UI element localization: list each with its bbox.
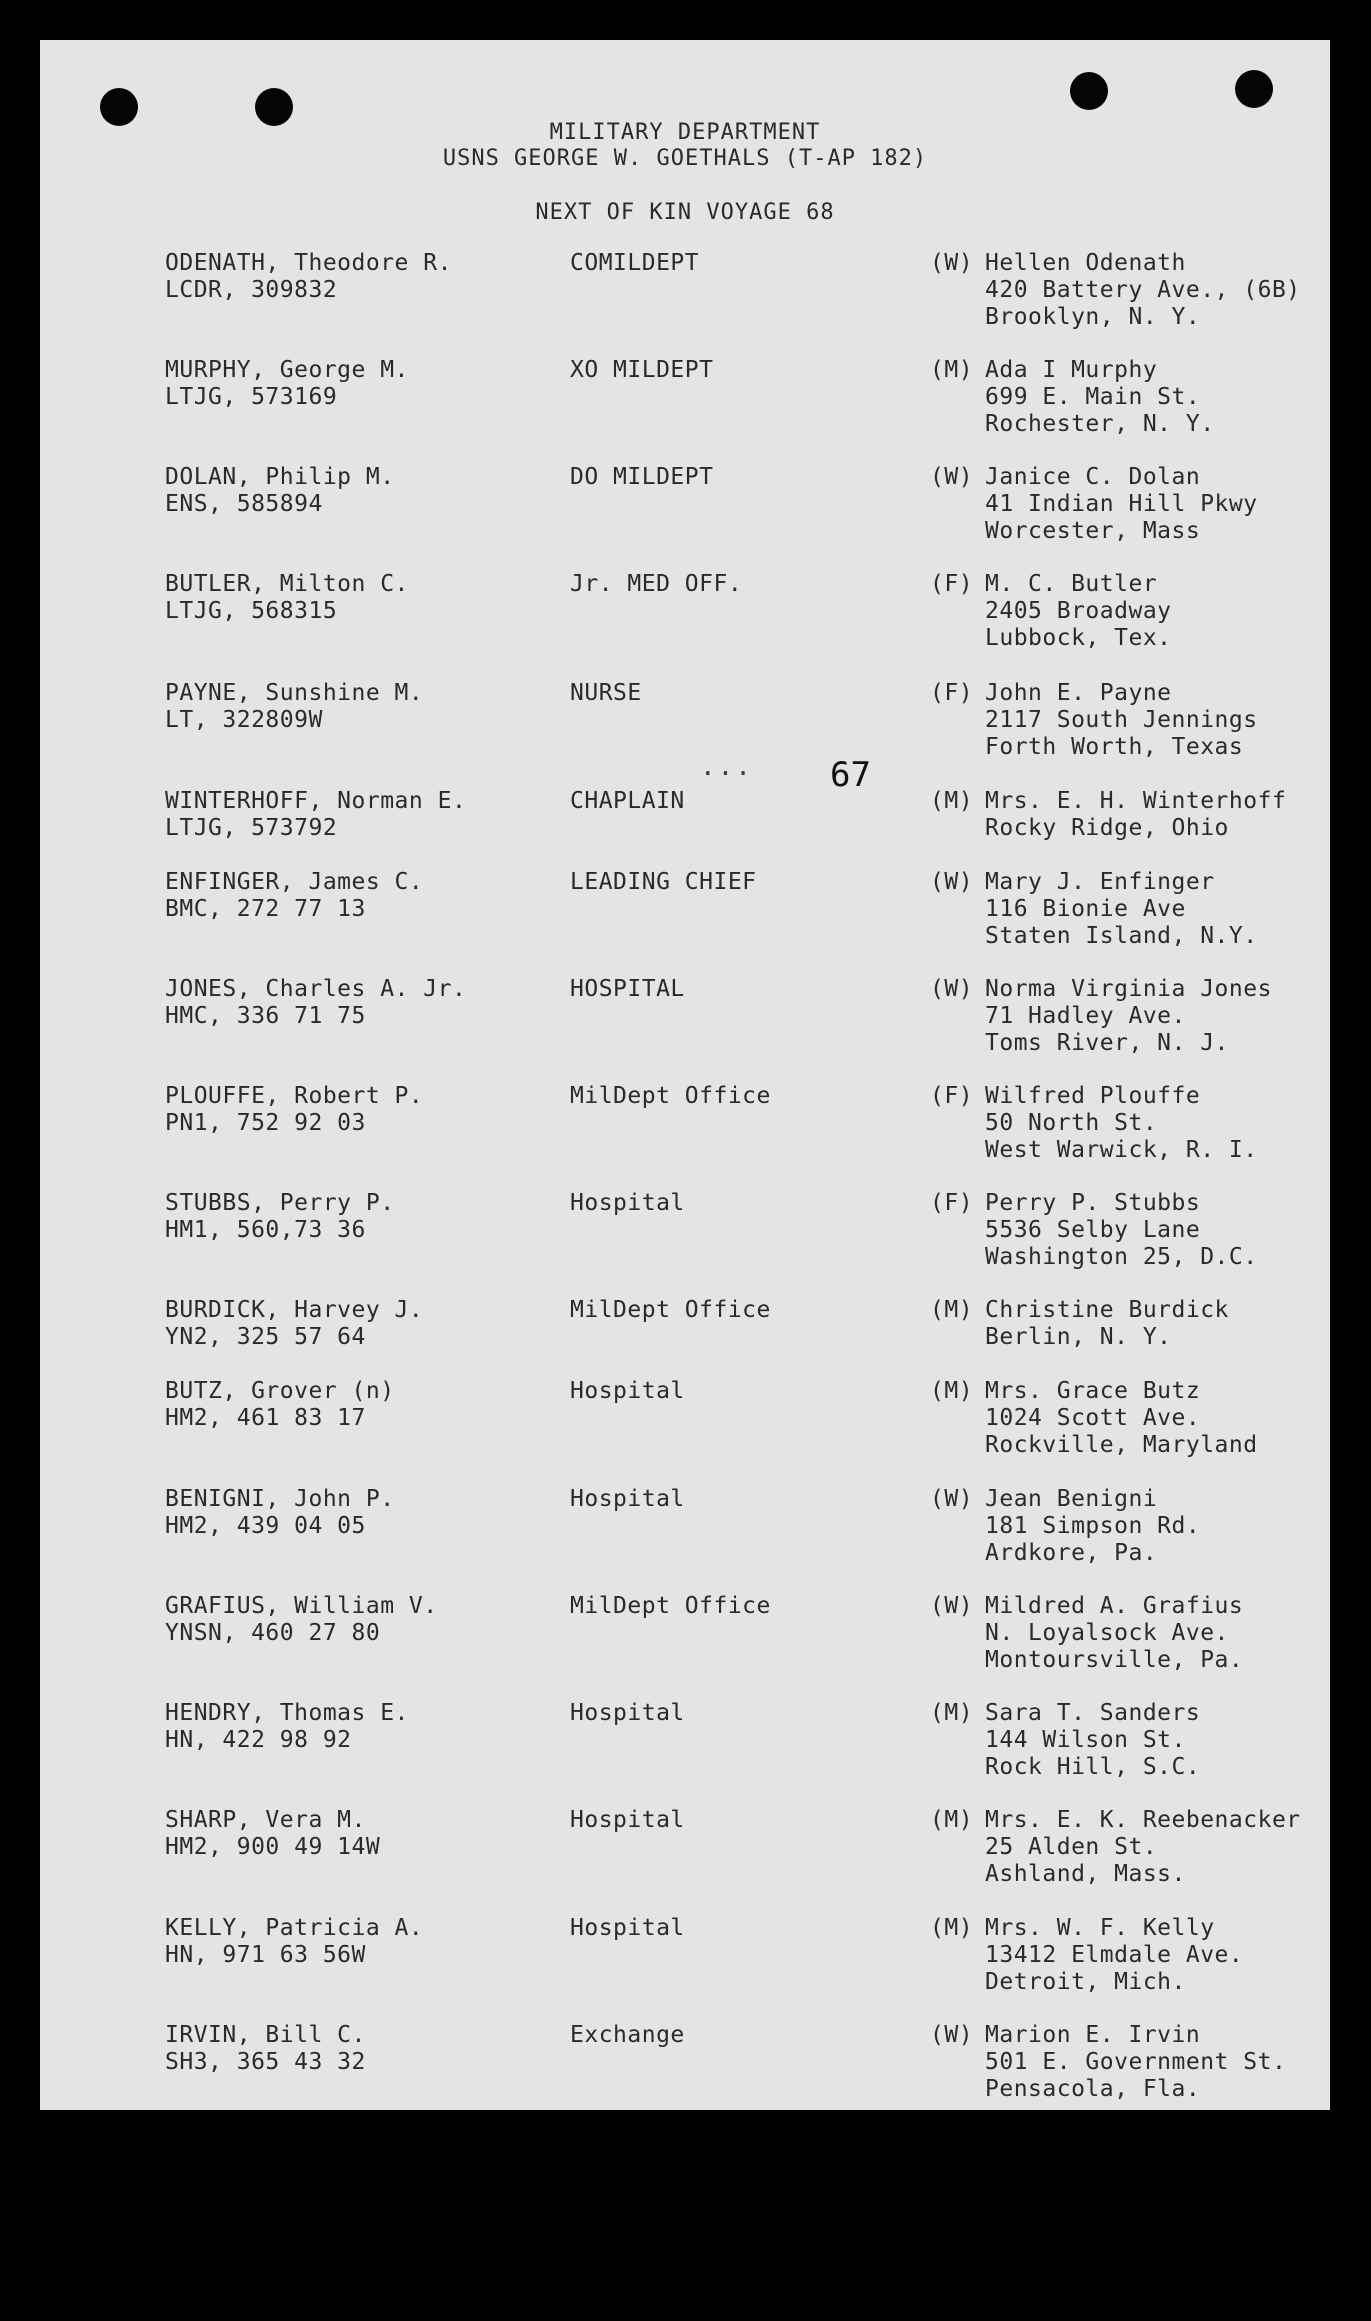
next-of-kin-address <box>985 1807 1301 1888</box>
kin-address-line: Rocky Ridge, Ohio <box>985 815 1229 841</box>
service-member <box>165 1378 395 1432</box>
kin-relationship: (W) <box>930 1593 974 1619</box>
service-member <box>165 1915 423 1969</box>
member-assignment: CHAPLAIN <box>570 788 685 814</box>
list-item <box>40 680 1330 780</box>
list-item <box>40 464 1330 564</box>
member-name: GRAFIUS, William V. <box>165 1593 438 1619</box>
document-page <box>40 40 1330 2110</box>
kin-address-line: 13412 Elmdale Ave. <box>985 1942 1244 1968</box>
kin-address-line: Washington 25, D.C. <box>985 1244 1258 1270</box>
service-member <box>165 1083 423 1137</box>
kin-address-line: 420 Battery Ave., (6B) <box>985 277 1301 303</box>
member-rank-number: BMC, 272 77 13 <box>165 896 366 922</box>
service-member <box>165 1700 409 1754</box>
kin-address-line: 1024 Scott Ave. <box>985 1405 1201 1431</box>
member-rank-number: SH3, 365 43 32 <box>165 2049 366 2075</box>
list-item <box>40 1915 1330 2015</box>
member-rank-number: HN, 422 98 92 <box>165 1727 352 1753</box>
next-of-kin-address <box>985 976 1272 1057</box>
kin-address-line: Montoursville, Pa. <box>985 1647 1244 1673</box>
next-of-kin-address <box>985 1593 1243 1674</box>
member-assignment: HOSPITAL <box>570 976 685 1002</box>
member-assignment: COMILDEPT <box>570 250 700 276</box>
kin-relationship: (W) <box>930 1486 974 1512</box>
list-item <box>40 1593 1330 1693</box>
next-of-kin-address <box>985 464 1258 545</box>
member-assignment: NURSE <box>570 680 642 706</box>
kin-name: Mrs. E. H. Winterhoff <box>985 788 1287 814</box>
member-assignment: MilDept Office <box>570 1297 771 1323</box>
kin-address-line: Rochester, N. Y. <box>985 411 1215 437</box>
member-name: WINTERHOFF, Norman E. <box>165 788 467 814</box>
next-of-kin-address <box>985 788 1286 842</box>
kin-relationship: (W) <box>930 464 974 490</box>
header-ship: USNS GEORGE W. GOETHALS (T-AP 182) <box>442 146 928 171</box>
next-of-kin-address <box>985 1378 1258 1459</box>
next-of-kin-address <box>985 1700 1200 1781</box>
service-member <box>165 1297 423 1351</box>
kin-relationship: (M) <box>930 788 974 814</box>
list-item <box>40 1083 1330 1183</box>
kin-relationship: (F) <box>930 1190 974 1216</box>
kin-relationship: (W) <box>930 869 974 895</box>
member-name: KELLY, Patricia A. <box>165 1915 424 1941</box>
member-assignment: XO MILDEPT <box>570 357 714 383</box>
kin-name: Mrs. W. F. Kelly <box>985 1915 1215 1941</box>
kin-name: Marion E. Irvin <box>985 2022 1201 2048</box>
member-name: ENFINGER, James C. <box>165 869 424 895</box>
kin-name: M. C. Butler <box>985 571 1158 597</box>
kin-name: Wilfred Plouffe <box>985 1083 1201 1109</box>
kin-address-line: West Warwick, R. I. <box>985 1137 1258 1163</box>
member-rank-number: LT, 322809W <box>165 707 323 733</box>
next-of-kin-address <box>985 2022 1286 2103</box>
kin-address-line: Pensacola, Fla. <box>985 2076 1201 2102</box>
kin-relationship: (M) <box>930 1807 974 1833</box>
kin-relationship: (M) <box>930 1297 974 1323</box>
kin-name: Mrs. E. K. Reebenacker <box>985 1807 1301 1833</box>
member-rank-number: HM2, 461 83 17 <box>165 1405 366 1431</box>
list-item <box>40 2022 1330 2122</box>
member-name: BUTZ, Grover (n) <box>165 1378 395 1404</box>
kin-relationship: (M) <box>930 357 974 383</box>
member-rank-number: LCDR, 309832 <box>165 277 338 303</box>
service-member <box>165 788 466 842</box>
kin-address-line: 2117 South Jennings <box>985 707 1258 733</box>
member-rank-number: PN1, 752 92 03 <box>165 1110 366 1136</box>
member-rank-number: HM2, 439 04 05 <box>165 1513 366 1539</box>
member-rank-number: ENS, 585894 <box>165 491 323 517</box>
member-name: PAYNE, Sunshine M. <box>165 680 424 706</box>
member-rank-number: HM2, 900 49 14W <box>165 1834 381 1860</box>
service-member <box>165 1593 438 1647</box>
kin-address-line: Toms River, N. J. <box>985 1030 1229 1056</box>
kin-address-line: Forth Worth, Texas <box>985 734 1244 760</box>
member-name: MURPHY, George M. <box>165 357 409 383</box>
service-member <box>165 250 452 304</box>
member-rank-number: HM1, 560,73 36 <box>165 1217 366 1243</box>
header-voyage: NEXT OF KIN VOYAGE 68 <box>535 200 835 225</box>
next-of-kin-address <box>985 1297 1229 1351</box>
service-member <box>165 2022 366 2076</box>
kin-relationship: (F) <box>930 680 974 706</box>
kin-name: Sara T. Sanders <box>985 1700 1201 1726</box>
kin-address-line: 181 Simpson Rd. <box>985 1513 1201 1539</box>
next-of-kin-address <box>985 1486 1200 1567</box>
kin-address-line: Ashland, Mass. <box>985 1861 1186 1887</box>
member-name: BENIGNI, John P. <box>165 1486 395 1512</box>
member-name: BURDICK, Harvey J. <box>165 1297 424 1323</box>
kin-address-line: Staten Island, N.Y. <box>985 923 1258 949</box>
service-member <box>165 1807 380 1861</box>
service-member <box>165 1486 395 1540</box>
member-rank-number: LTJG, 568315 <box>165 598 338 624</box>
kin-relationship: (M) <box>930 1700 974 1726</box>
kin-address-line: 25 Alden St. <box>985 1834 1158 1860</box>
member-name: IRVIN, Bill C. <box>165 2022 366 2048</box>
list-item <box>40 571 1330 671</box>
kin-name: Janice C. Dolan <box>985 464 1201 490</box>
kin-address-line: 699 E. Main St. <box>985 384 1201 410</box>
member-name: STUBBS, Perry P. <box>165 1190 395 1216</box>
punch-hole <box>1070 72 1108 110</box>
kin-address-line: Worcester, Mass <box>985 518 1201 544</box>
member-rank-number: LTJG, 573792 <box>165 815 338 841</box>
kin-name: Mary J. Enfinger <box>985 869 1215 895</box>
list-item <box>40 1486 1330 1586</box>
kin-relationship: (M) <box>930 1378 974 1404</box>
member-name: ODENATH, Theodore R. <box>165 250 452 276</box>
member-rank-number: HMC, 336 71 75 <box>165 1003 366 1029</box>
kin-name: Perry P. Stubbs <box>985 1190 1201 1216</box>
member-assignment: Hospital <box>570 1915 685 1941</box>
kin-address-line: Detroit, Mich. <box>985 1969 1186 1995</box>
kin-address-line: Berlin, N. Y. <box>985 1324 1172 1350</box>
next-of-kin-address <box>985 1190 1258 1271</box>
list-item <box>40 1378 1330 1478</box>
kin-name: Jean Benigni <box>985 1486 1158 1512</box>
list-item <box>40 1190 1330 1290</box>
kin-address-line: Lubbock, Tex. <box>985 625 1172 651</box>
member-assignment: Hospital <box>570 1378 685 1404</box>
next-of-kin-address <box>985 869 1258 950</box>
next-of-kin-address <box>985 1915 1243 1996</box>
member-assignment: Hospital <box>570 1700 685 1726</box>
kin-name: Norma Virginia Jones <box>985 976 1272 1002</box>
member-rank-number: LTJG, 573169 <box>165 384 338 410</box>
kin-address-line: 2405 Broadway <box>985 598 1172 624</box>
kin-address-line: 501 E. Government St. <box>985 2049 1287 2075</box>
kin-name: Mrs. Grace Butz <box>985 1378 1201 1404</box>
kin-address-line: N. Loyalsock Ave. <box>985 1620 1229 1646</box>
member-name: SHARP, Vera M. <box>165 1807 366 1833</box>
service-member <box>165 357 409 411</box>
member-name: BUTLER, Milton C. <box>165 571 409 597</box>
member-assignment: Jr. MED OFF. <box>570 571 743 597</box>
list-item <box>40 869 1330 969</box>
member-assignment: Hospital <box>570 1190 685 1216</box>
next-of-kin-address <box>985 250 1301 331</box>
next-of-kin-address <box>985 571 1172 652</box>
kin-address-line: 41 Indian Hill Pkwy <box>985 491 1258 517</box>
service-member <box>165 571 409 625</box>
service-member <box>165 464 395 518</box>
page-number: 67 <box>830 755 871 795</box>
next-of-kin-address <box>985 357 1215 438</box>
header-department: MILITARY DEPARTMENT <box>549 120 821 145</box>
list-item <box>40 357 1330 457</box>
kin-name: Mildred A. Grafius <box>985 1593 1244 1619</box>
member-assignment: Exchange <box>570 2022 685 2048</box>
kin-address-line: Ardkore, Pa. <box>985 1540 1158 1566</box>
kin-relationship: (M) <box>930 1915 974 1941</box>
kin-address-line: 5536 Selby Lane <box>985 1217 1201 1243</box>
service-member <box>165 680 423 734</box>
member-assignment: Hospital <box>570 1486 685 1512</box>
kin-address-line: Brooklyn, N. Y. <box>985 304 1201 330</box>
kin-name: Ada I Murphy <box>985 357 1158 383</box>
list-item <box>40 250 1330 350</box>
list-item <box>40 1700 1330 1800</box>
member-name: HENDRY, Thomas E. <box>165 1700 409 1726</box>
kin-address-line: 144 Wilson St. <box>985 1727 1186 1753</box>
member-assignment: LEADING CHIEF <box>570 869 757 895</box>
member-name: PLOUFFE, Robert P. <box>165 1083 424 1109</box>
kin-address-line: 50 North St. <box>985 1110 1158 1136</box>
kin-relationship: (F) <box>930 1083 974 1109</box>
member-name: JONES, Charles A. Jr. <box>165 976 467 1002</box>
member-assignment: MilDept Office <box>570 1593 771 1619</box>
member-assignment: DO MILDEPT <box>570 464 714 490</box>
kin-name: Hellen Odenath <box>985 250 1186 276</box>
member-rank-number: YNSN, 460 27 80 <box>165 1620 381 1646</box>
punch-hole <box>1235 70 1273 108</box>
kin-name: John E. Payne <box>985 680 1172 706</box>
service-member <box>165 1190 395 1244</box>
next-of-kin-address <box>985 1083 1258 1164</box>
member-rank-number: YN2, 325 57 64 <box>165 1324 366 1350</box>
kin-relationship: (F) <box>930 571 974 597</box>
stray-mark: ... <box>700 752 753 782</box>
list-item <box>40 1807 1330 1907</box>
service-member <box>165 869 423 923</box>
kin-name: Christine Burdick <box>985 1297 1229 1323</box>
kin-address-line: 71 Hadley Ave. <box>985 1003 1186 1029</box>
member-assignment: Hospital <box>570 1807 685 1833</box>
list-item <box>40 976 1330 1076</box>
kin-address-line: 116 Bionie Ave <box>985 896 1186 922</box>
member-assignment: MilDept Office <box>570 1083 771 1109</box>
kin-relationship: (W) <box>930 250 974 276</box>
member-name: DOLAN, Philip M. <box>165 464 395 490</box>
kin-address-line: Rockville, Maryland <box>985 1432 1258 1458</box>
kin-relationship: (W) <box>930 976 974 1002</box>
kin-address-line: Rock Hill, S.C. <box>985 1754 1201 1780</box>
kin-relationship: (W) <box>930 2022 974 2048</box>
next-of-kin-address <box>985 680 1258 761</box>
member-rank-number: HN, 971 63 56W <box>165 1942 366 1968</box>
service-member <box>165 976 466 1030</box>
